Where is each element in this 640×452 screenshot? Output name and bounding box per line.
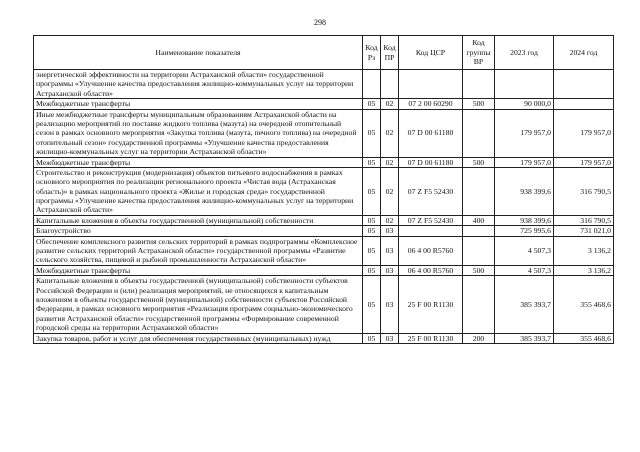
row-2023: 385 393,7	[495, 276, 554, 333]
row-2024: 316 790,5	[554, 167, 614, 215]
row-pr: 02	[381, 109, 399, 157]
row-pr: 02	[381, 215, 399, 225]
row-rz: 05	[363, 276, 381, 333]
row-2024: 3 136,2	[554, 236, 614, 265]
row-pr: 02	[381, 167, 399, 215]
row-2024: 179 957,0	[554, 109, 614, 157]
row-2024: 179 957,0	[554, 157, 614, 167]
row-vr: 500	[463, 265, 495, 275]
row-csr: 07 D 00 61180	[399, 109, 463, 157]
row-2023: 179 957,0	[495, 109, 554, 157]
row-rz: 05	[363, 226, 381, 236]
table-row	[34, 333, 614, 343]
row-2023: 938 399,6	[495, 215, 554, 225]
header-vr: Код группы ВР	[463, 36, 495, 70]
row-pr: 03	[381, 333, 399, 343]
row-pr: 03	[381, 265, 399, 275]
row-csr	[399, 70, 463, 99]
row-2024	[554, 70, 614, 99]
row-rz	[363, 70, 381, 99]
row-name: Межбюджетные трансферты	[34, 157, 363, 167]
row-pr: 02	[381, 99, 399, 109]
table-header-row	[34, 36, 614, 70]
row-2023: 725 995,6	[495, 226, 554, 236]
row-csr: 06 4 00 R5760	[399, 236, 463, 265]
row-2023	[495, 70, 554, 99]
row-2024: 355 468,6	[554, 276, 614, 333]
row-2024	[554, 99, 614, 109]
row-name: Капитальные вложения в объекты государственной (муниципальной) собственности	[34, 215, 363, 225]
row-rz: 05	[363, 99, 381, 109]
row-csr: 07 Z F5 52430	[399, 215, 463, 225]
row-name: Благоустройство	[34, 226, 363, 236]
row-name: Обеспечение комплексного развития сельских территорий в рамках подпрограммы «Комплексное развитие сельских территорий Астраханской области» государственной программы «Развитие сельского хозяйства, пищевой и рыбной промышленности Астраханской области»	[34, 236, 363, 265]
row-rz: 05	[363, 167, 381, 215]
table-row	[34, 215, 614, 225]
table-row	[34, 265, 614, 275]
row-2023: 4 507,3	[495, 236, 554, 265]
row-name: Иные межбюджетные трансферты муниципальным образованиям Астраханской области на реализацию мероприятий по поставке жидкого топлива (мазута) на очередной отопительный сезон в рамках основного мероприятия «Закупка топлива (мазута, печного топлива) на очередной отопительный сезон» государственной программы «Улучшение качества предоставления жилищно-коммунальных услуг на территории Астраханской области»	[34, 109, 363, 157]
row-vr	[463, 226, 495, 236]
table-row	[34, 109, 614, 157]
header-rz: Код Рз	[363, 36, 381, 70]
row-csr: 07 Z F5 52430	[399, 167, 463, 215]
row-vr: 400	[463, 215, 495, 225]
row-rz: 05	[363, 333, 381, 343]
row-2023: 385 393,7	[495, 333, 554, 343]
row-rz: 05	[363, 265, 381, 275]
row-2023: 4 507,3	[495, 265, 554, 275]
row-name: энергетической эффективности на территории Астраханской области» государственной программы «Улучшение качества предоставления жилищно-коммунальных услуг на территории Астраханской области»	[34, 70, 363, 99]
row-vr	[463, 109, 495, 157]
header-csr: Код ЦСР	[399, 36, 463, 70]
row-csr: 07 D 00 61180	[399, 157, 463, 167]
row-vr: 200	[463, 333, 495, 343]
row-pr: 03	[381, 276, 399, 333]
row-2023: 90 000,0	[495, 99, 554, 109]
row-pr: 03	[381, 226, 399, 236]
header-2024: 2024 год	[554, 36, 614, 70]
page-number: 298	[314, 18, 326, 27]
row-2024: 316 790,5	[554, 215, 614, 225]
table-row	[34, 226, 614, 236]
row-2024: 731 021,0	[554, 226, 614, 236]
row-csr: 06 4 00 R5760	[399, 265, 463, 275]
table-row	[34, 167, 614, 215]
row-csr	[399, 226, 463, 236]
header-pr: Код ПР	[381, 36, 399, 70]
row-vr	[463, 167, 495, 215]
row-2024: 3 136,2	[554, 265, 614, 275]
row-pr	[381, 70, 399, 99]
row-name: Закупка товаров, работ и услуг для обеспечения государственных (муниципальных) нужд	[34, 333, 363, 343]
row-vr: 500	[463, 99, 495, 109]
row-name: Межбюджетные трансферты	[34, 99, 363, 109]
row-2023: 179 957,0	[495, 157, 554, 167]
budget-table	[33, 35, 614, 344]
row-name: Капитальные вложения в объекты государственной (муниципальной) собственности субъектов Российской Федерации и (или) реализация мероприятий, не относящихся к капитальным вложениям в объекты государственной (муниципальной) собственности субъектов Российской Федерации, в рамках основного мероприятия «Реализация программ социально-экономического развития Астраханской области» государственной программы «Формирование современной городской среды на территории Астраханской области»	[34, 276, 363, 333]
row-2023: 938 399,6	[495, 167, 554, 215]
row-name: Строительство и реконструкция (модернизация) объектов питьевого водоснабжения в рамках основного мероприятия по реализации регионального проекта «Чистая вода (Астраханская область)» в рамках национального проекта «Жилье и городская среда» государственной программы «Улучшение качества предоставления жилищно-коммунальных услуг на территории Астраханской области»	[34, 167, 363, 215]
row-csr: 25 F 00 R1130	[399, 276, 463, 333]
row-csr: 07 2 00 60290	[399, 99, 463, 109]
table-row	[34, 157, 614, 167]
row-rz: 05	[363, 215, 381, 225]
table-row	[34, 236, 614, 265]
table-row	[34, 70, 614, 99]
row-vr: 500	[463, 157, 495, 167]
row-csr: 25 F 00 R1130	[399, 333, 463, 343]
row-rz: 05	[363, 157, 381, 167]
row-rz: 05	[363, 236, 381, 265]
row-2024: 355 468,6	[554, 333, 614, 343]
table-row	[34, 99, 614, 109]
table-row	[34, 276, 614, 333]
row-pr: 03	[381, 236, 399, 265]
row-vr	[463, 276, 495, 333]
row-name: Межбюджетные трансферты	[34, 265, 363, 275]
row-pr: 02	[381, 157, 399, 167]
row-rz: 05	[363, 109, 381, 157]
header-2023: 2023 год	[495, 36, 554, 70]
row-vr	[463, 236, 495, 265]
header-name: Наименование показателя	[34, 36, 363, 70]
row-vr	[463, 70, 495, 99]
